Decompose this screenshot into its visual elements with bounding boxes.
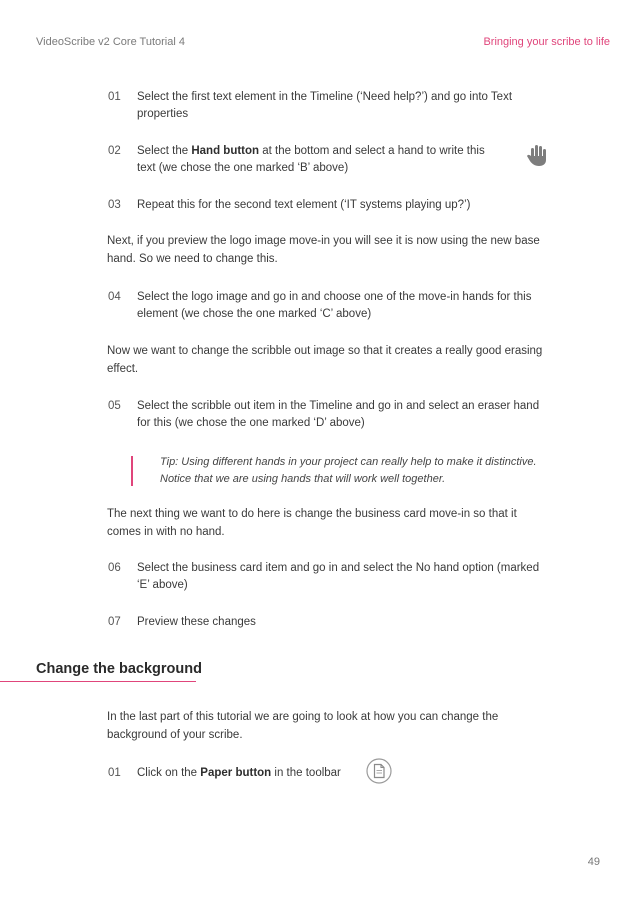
step-number: 03 <box>108 199 121 211</box>
step-number: 07 <box>108 616 121 628</box>
step-number: 02 <box>108 145 121 157</box>
step-text: Preview these changes <box>137 616 256 628</box>
paragraph: Now we want to change the scribble out image so that it creates a really good erasing effect. <box>107 345 543 375</box>
paragraph: In the last part of this tutorial we are going to look at how you can change the background of your scribe. <box>107 711 499 741</box>
step-text: Select the logo image and go in and choose one of the move-in hands for this element (we chose the one marked ‘C’ above) <box>137 291 532 320</box>
step-text: Select the first text element in the Timeline (‘Need help?’) and go into Text properties <box>137 91 513 120</box>
paragraph: Next, if you preview the logo image move-in you will see it is now using the new base hand. So we need to change this. <box>107 235 540 265</box>
step-number: 04 <box>108 291 121 303</box>
section-heading: Change the background <box>36 661 202 677</box>
step-number: 01 <box>108 767 121 779</box>
paragraph: The next thing we want to do here is change the business card move-in so that it comes in with no hand. <box>107 508 517 538</box>
step-number: 05 <box>108 400 121 412</box>
paper-icon <box>366 758 392 789</box>
paper-button-label: Paper button <box>200 767 272 779</box>
step-text: Select the Hand button at the bottom and select a hand to write this text (we chose the one marked ‘B’ above) <box>137 145 485 174</box>
step-number: 01 <box>108 91 121 103</box>
tip-text: Tip: Using different hands in your project can really help to make it distinctive. Notice that we are using hands that will work well together. <box>160 456 537 485</box>
step-text: Click on the Paper button in the toolbar <box>137 767 341 779</box>
step-text: Select the scribble out item in the Timeline and go in and select an eraser hand for this (we chose the one marked ‘D’ above) <box>137 400 540 429</box>
header-doc-title: VideoScribe v2 Core Tutorial 4 <box>36 36 185 48</box>
page-number: 49 <box>587 856 600 868</box>
hand-icon <box>527 143 549 172</box>
tip-accent-bar <box>131 456 133 486</box>
step-text: Select the business card item and go in and select the No hand option (marked ‘E’ above) <box>137 562 540 591</box>
step-text: Repeat this for the second text element (‘IT systems playing up?’) <box>137 199 471 211</box>
section-underline <box>0 681 196 682</box>
hand-button-label: Hand button <box>191 145 260 157</box>
header-chapter-title: Bringing your scribe to life <box>483 36 610 48</box>
step-number: 06 <box>108 562 121 574</box>
